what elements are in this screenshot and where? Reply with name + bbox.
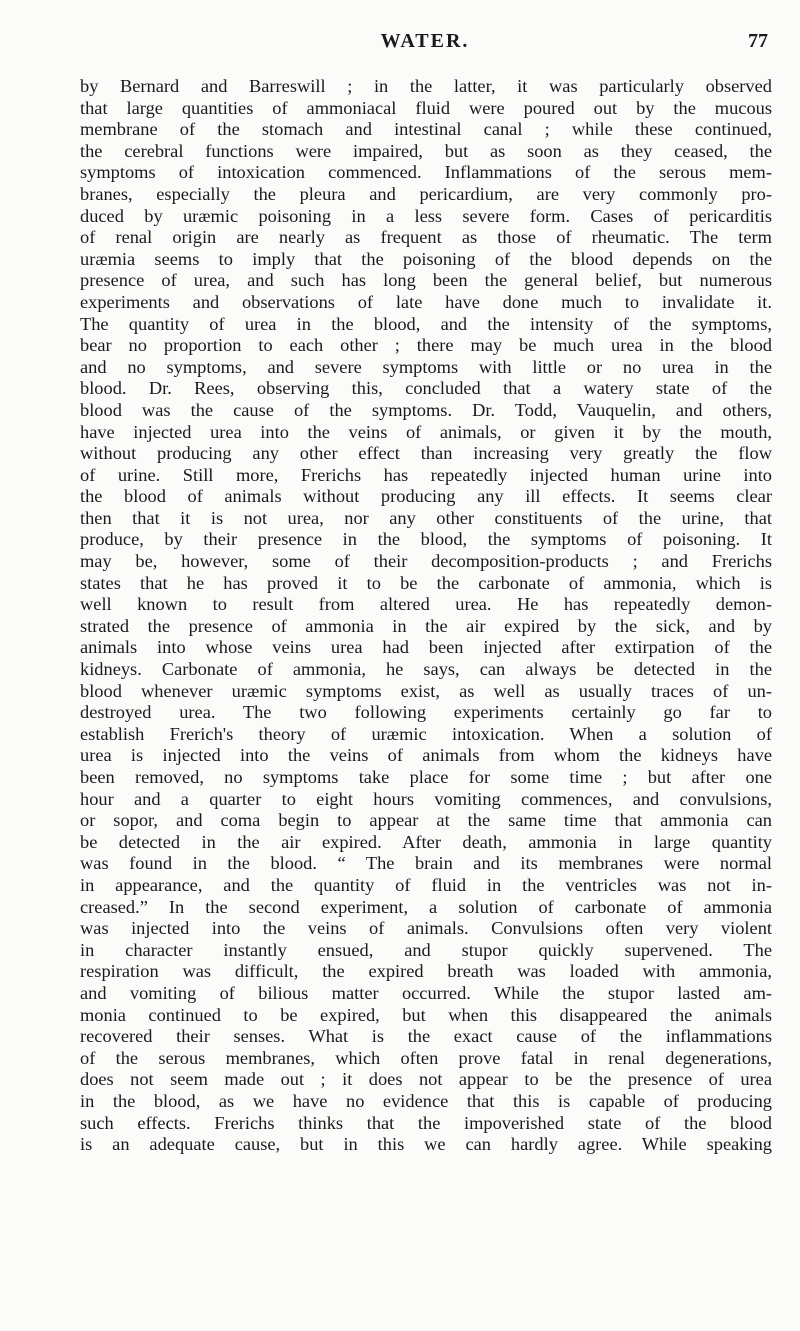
text-line: without producing any other effect than increasing very greatly the flow [80, 443, 772, 464]
text-line: does not seem made out ; it does not appear to be the presence of urea [80, 1069, 772, 1090]
text-line: The quantity of urea in the blood, and the intensity of the symptoms, [80, 313, 772, 334]
text-line: kidneys. Carbonate of ammonia, he says, can always be detected in the [80, 659, 772, 680]
text-line: experiments and observations of late have done much to invalidate it. [80, 291, 772, 312]
text-line: membrane of the stomach and intestinal canal ; while these continued, [80, 119, 772, 140]
text-line: recovered their senses. What is the exact cause of the inflammations [80, 1026, 772, 1047]
text-line: been removed, no symptoms take place for some time ; but after one [80, 767, 772, 787]
text-line: duced by uræmic poisoning in a less severe form. Cases of pericarditis [80, 205, 772, 226]
text-line: symptoms of intoxication commenced. Inflammations of the serous mem- [80, 162, 772, 183]
text-line: establish Frerich's theory of uræmic intoxication. When a solution of [80, 723, 772, 744]
text-line: the blood of animals without producing any ill effects. It seems clear [80, 486, 772, 507]
running-head-title: WATER. [380, 30, 470, 52]
text-line: and vomiting of bilious matter occurred. While the stupor lasted am- [80, 982, 772, 1003]
text-line: creased.” In the second experiment, a solution of carbonate of ammonia [80, 896, 772, 917]
text-line: be detected in the air expired. After death, ammonia in large quantity [80, 831, 772, 852]
text-line: destroyed urea. The two following experiments certainly go far to [80, 702, 772, 723]
text-line: bear no proportion to each other ; there may be much urea in the blood [80, 335, 772, 356]
text-line: then that it is not urea, nor any other constituents of the urine, that [80, 507, 772, 528]
text-line: in the blood, as we have no evidence that this is capable of producing [80, 1090, 772, 1111]
text-line: branes, especially the pleura and pericardium, are very commonly pro- [80, 183, 772, 204]
text-line: blood whenever uræmic symptoms exist, as well as usually traces of un- [80, 680, 772, 701]
text-line: of the serous membranes, which often prove fatal in renal degenerations, [80, 1047, 772, 1068]
text-line: that large quantities of ammoniacal fluid were poured out by the mucous [80, 97, 772, 118]
text-line: produce, by their presence in the blood, the symptoms of poisoning. It [80, 529, 772, 550]
text-line: animals into whose veins urea had been injected after extirpation of the [80, 637, 772, 658]
text-line: have injected urea into the veins of animals, or given it by the mouth, [80, 421, 772, 442]
text-line: or sopor, and coma begin to appear at the same time that ammonia can [80, 810, 772, 831]
text-line: respiration was difficult, the expired breath was loaded with ammonia, [80, 961, 772, 982]
text-line: of renal origin are nearly as frequent as those of rheumatic. The term [80, 227, 772, 248]
text-line: of urine. Still more, Frerichs has repeatedly injected human urine into [80, 464, 772, 485]
running-head [80, 30, 770, 60]
page-number: 77 [748, 30, 768, 52]
text-line: uræmia seems to imply that the poisoning of the blood depends on the [80, 248, 772, 269]
text-line: strated the presence of ammonia in the air expired by the sick, and by [80, 615, 772, 636]
text-line: blood was the cause of the symptoms. Dr. Todd, Vauquelin, and others, [80, 399, 772, 420]
text-line: in appearance, and the quantity of fluid in the ventricles was not in- [80, 874, 772, 895]
text-line: urea is injected into the veins of animals from whom the kidneys have [80, 745, 772, 766]
text-line: may be, however, some of their decomposition-products ; and Frerichs [80, 551, 772, 572]
text-line: in character instantly ensued, and stupor quickly supervened. The [80, 939, 772, 960]
text-line: well known to result from altered urea. He has repeatedly demon- [80, 594, 772, 615]
text-line: the cerebral functions were impaired, but as soon as they ceased, the [80, 140, 772, 161]
text-line: and no symptoms, and severe symptoms with little or no urea in the [80, 356, 772, 377]
text-line: presence of urea, and such has long been the general belief, but numerous [80, 270, 772, 291]
text-line: hour and a quarter to eight hours vomiting commences, and convulsions, [80, 788, 772, 809]
text-line: was found in the blood. “ The brain and its membranes were normal [80, 853, 772, 874]
text-line: was injected into the veins of animals. Convulsions often very violent [80, 918, 772, 939]
text-line: monia continued to be expired, but when this disappeared the animals [80, 1004, 772, 1025]
text-line: is an adequate cause, but in this we can hardly agree. While speaking [80, 1134, 772, 1155]
text-line: such effects. Frerichs thinks that the impoverished state of the blood [80, 1112, 772, 1133]
text-line: states that he has proved it to be the carbonate of ammonia, which is [80, 572, 772, 593]
text-line: by Bernard and Barreswill ; in the latter, it was particularly observed [80, 76, 772, 96]
body-paragraph [80, 76, 772, 1156]
text-line: blood. Dr. Rees, observing this, concluded that a watery state of the [80, 378, 772, 399]
